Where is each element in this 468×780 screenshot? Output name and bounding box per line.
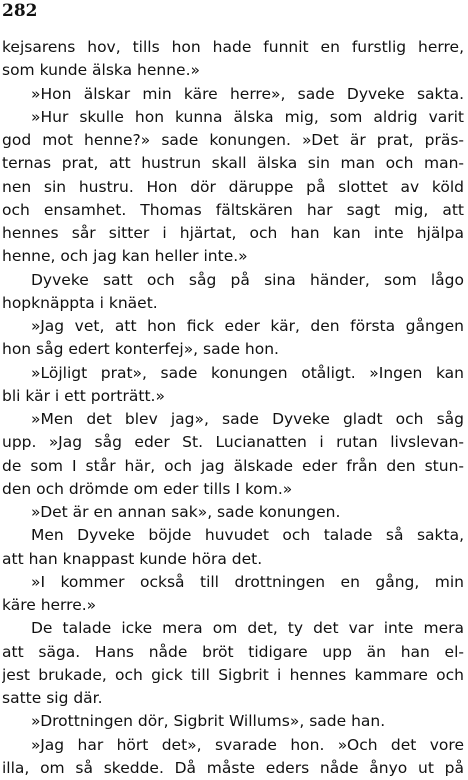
text-line: »Hon älskar min käre herre», sade Dyveke sakta. xyxy=(31,84,464,103)
text-line: de som I står här, och jag älskade eder från den stun- xyxy=(2,456,464,475)
text-line: »Men det blev jag», sade Dyveke gladt och såg xyxy=(31,410,464,428)
text-line: »Jag vet, att hon fick eder kär, den första gången xyxy=(31,317,464,335)
text-line: hopknäppta i knäet. xyxy=(2,293,158,312)
body-text xyxy=(2,36,464,780)
text-line: hennes sår sitter i hjärtat, och han kan inte hjälpa xyxy=(2,224,464,242)
text-line: kejsarens hov, tills hon hade funnit en furstlig herre, xyxy=(2,38,464,56)
text-line: bli kär i ett porträtt.» xyxy=(2,386,165,405)
text-line: nen sin hustru. Hon dör däruppe på slottet av köld xyxy=(2,177,464,196)
text-line: »Hur skulle hon kunna älska mig, som aldrig varit xyxy=(31,107,464,126)
text-line: »Löjligt prat», sade konungen otåligt. »Ingen kan xyxy=(31,363,464,382)
text-line: satte sig där. xyxy=(2,689,103,707)
text-line: den och drömde om eder tills I kom.» xyxy=(2,479,293,498)
text-line: »Det är en annan sak», sade konungen. xyxy=(31,503,341,521)
text-line: De talade icke mera om det, ty det var inte mera xyxy=(31,619,464,638)
page-number: 282 xyxy=(2,1,38,21)
text-line: »Jag har hört det», svarade hon. »Och det vore xyxy=(31,735,464,754)
text-line: hon såg edert konterfej», sade hon. xyxy=(2,340,279,359)
text-line: »Drottningen dör, Sigbrit Willums», sade han. xyxy=(31,712,386,731)
text-line: henne, och jag kan heller inte.» xyxy=(2,247,248,266)
text-line: som kunde älska henne.» xyxy=(2,61,200,80)
text-line: illa, om så skedde. Då måste eders nåde ånyo ut på xyxy=(2,758,464,777)
text-line: »I kommer också till drottningen en gång, min xyxy=(31,572,464,591)
text-line: käre herre.» xyxy=(2,596,97,614)
text-line: och ensamhet. Thomas fältskären har sagt mig, att xyxy=(2,200,464,219)
text-line: Dyveke satt och såg på sina händer, som lågo xyxy=(31,270,464,289)
text-line: god mot henne?» sade konungen. »Det är prat, präs- xyxy=(2,131,464,149)
text-line: att säga. Hans nåde bröt tidigare upp än han el- xyxy=(2,642,464,661)
text-line: att han knappast kunde höra det. xyxy=(2,549,263,568)
text-line: Men Dyveke böjde huvudet och talade så sakta, xyxy=(31,526,464,545)
text-line: upp. »Jag såg eder St. Lucianatten i rutan livslevan- xyxy=(2,433,464,452)
text-line: jest brukade, och gick till Sigbrit i hennes kammare och xyxy=(2,665,464,684)
text-line: ternas prat, att hustrun skall älska sin man och man- xyxy=(2,154,464,173)
